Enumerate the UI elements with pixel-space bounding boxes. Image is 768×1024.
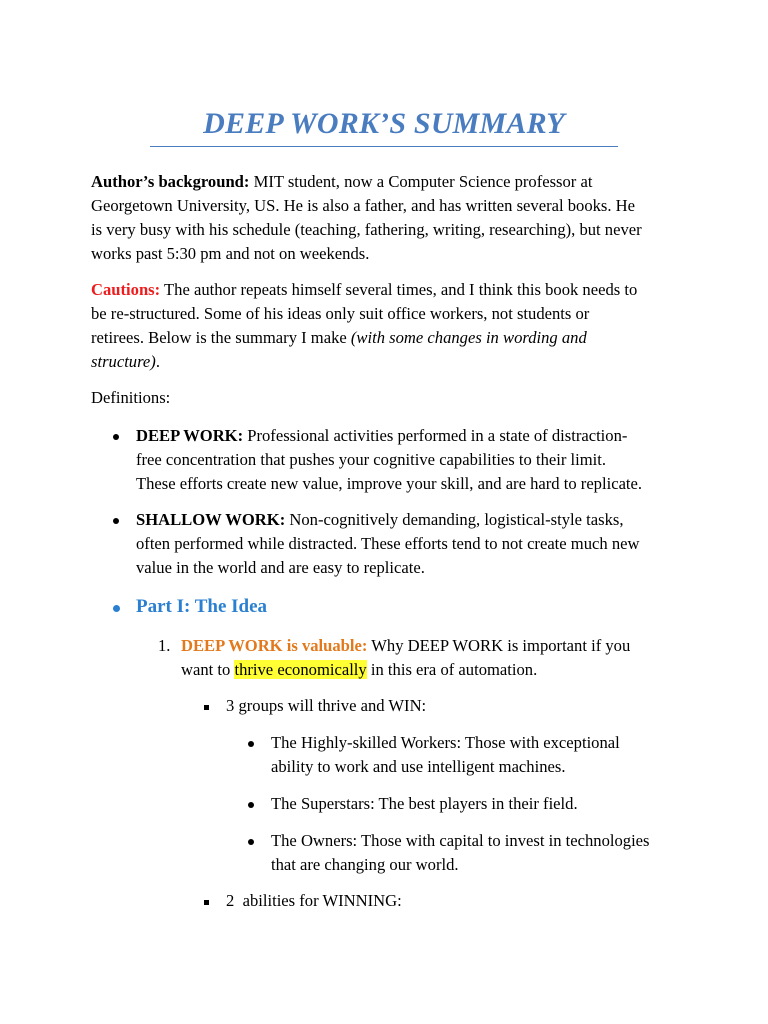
definition-text-1: Non-cognitively demanding, logistical-style tasks, [285,510,624,529]
definition-text-2: often performed while distracted. These efforts tend to not create much new [136,534,640,553]
highlighted-text: thrive economically [234,660,367,679]
definition-text-1: Professional activities performed in a state of distraction- [243,426,628,445]
definition-term: SHALLOW WORK: [136,510,286,529]
bullet-dot-blue-icon [113,596,120,620]
square-bullet-icon [204,889,209,913]
author-background-paragraph [91,170,683,266]
title-underline [150,146,618,147]
part-one-heading: Part I: The Idea [136,596,268,617]
item-number: 1. [158,636,171,655]
group-text-1: The Owners: Those with capital to invest in technologies [271,831,650,850]
group-text-2: ability to work and use intelligent machines. [271,757,566,776]
definition-text-3: These efforts create new value, improve your skill, and are hard to replicate. [136,474,643,493]
definition-shallow-work [136,508,696,580]
author-background-text-1: MIT student, now a Computer Science professor at [249,172,593,191]
group-item-superstars [271,792,701,816]
definition-text-2: free concentration that pushes your cognitive capabilities to their limit. [136,450,607,469]
bullet-dot-icon [248,829,254,853]
bullet-dot-icon [113,424,119,448]
cautions-text-1: The author repeats himself several times, and I think this book needs to [160,280,638,299]
cautions-text-2: be re-structured. Some of his ideas only suit office workers, not students or [91,304,590,323]
group-text-1: The Superstars: The best players in their field. [271,794,578,813]
bullet-dot-icon [248,731,254,755]
cautions-text-4-italic: structure) [91,352,156,371]
cautions-label: Cautions: [91,280,161,299]
item-label: DEEP WORK is valuable: [181,636,368,655]
item-text-1: Why DEEP WORK is important if you [367,636,631,655]
bullet-dot-icon [113,508,119,532]
group-item-owners [271,829,701,877]
abilities-heading: 2 abilities for WINNING: [226,891,402,910]
bullet-dot-icon [248,792,254,816]
cautions-text-4-end: . [155,352,160,371]
definitions-label: Definitions: [91,388,171,407]
group-text-1: The Highly-skilled Workers: Those with exceptional [271,733,620,752]
definition-text-3: value in the world and are easy to replicate. [136,558,425,577]
group-text-2: that are changing our world. [271,855,459,874]
item-deep-work-valuable [181,634,691,682]
definition-deep-work [136,424,696,496]
square-bullet-icon [204,694,209,718]
group-item-highly-skilled [271,731,701,779]
item-text-2-pre: want to [181,660,235,679]
author-background-text-2: Georgetown University, US. He is also a father, and has written several books. He [91,196,636,215]
cautions-text-3-italic: (with some changes in wording and [350,328,587,347]
groups-heading: 3 groups will thrive and WIN: [226,696,427,715]
item-text-2-post: in this era of automation. [366,660,538,679]
definition-term: DEEP WORK: [136,426,244,445]
author-background-text-4: works past 5:30 pm and not on weekends. [91,244,370,263]
cautions-text-3: retirees. Below is the summary I make [91,328,351,347]
cautions-paragraph [91,278,683,374]
author-background-label: Author’s background: [91,172,250,191]
author-background-text-3: is very busy with his schedule (teaching, fathering, writing, researching), but never [91,220,642,239]
document-title: DEEP WORK’S SUMMARY [203,107,565,140]
